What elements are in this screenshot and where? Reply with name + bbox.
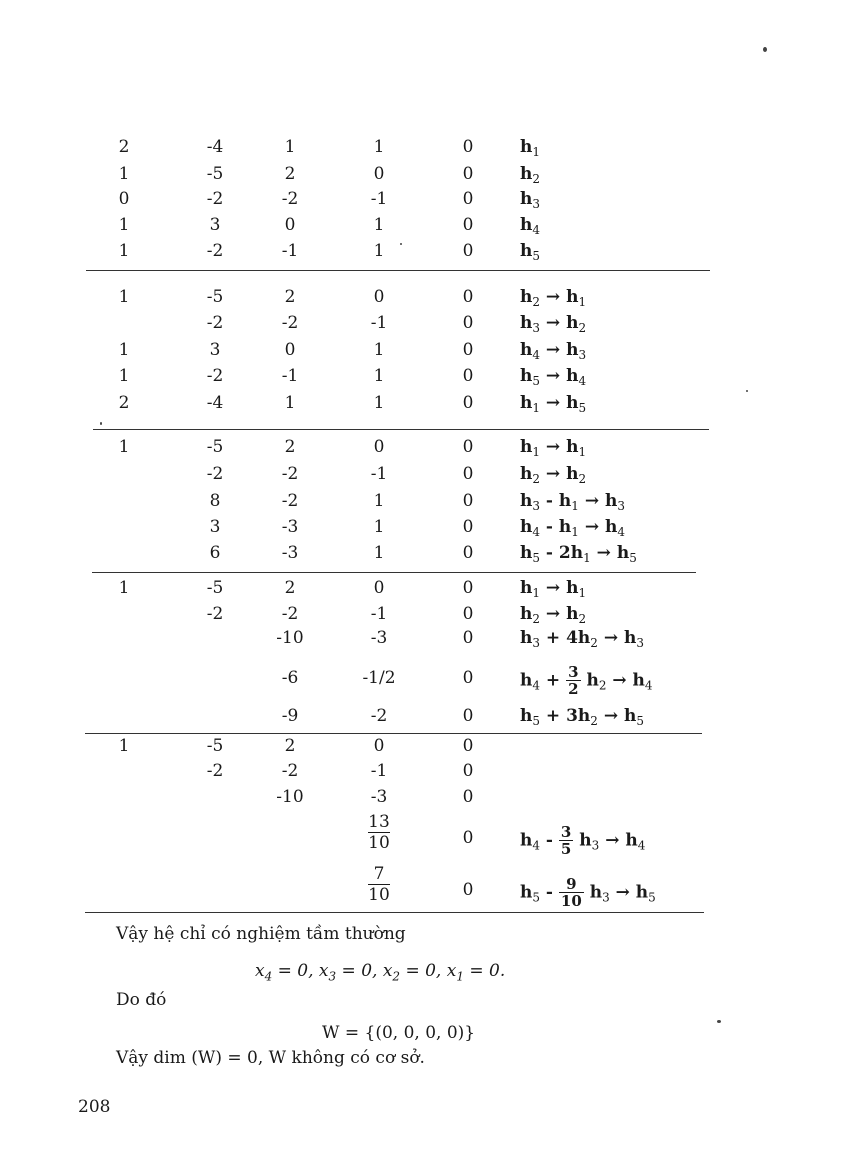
cell: -5 — [206, 736, 224, 756]
divider — [86, 270, 710, 271]
scan-speck — [746, 390, 748, 392]
cell: 0 — [462, 313, 474, 333]
cell: 2 — [284, 578, 296, 598]
cell: 0 — [462, 340, 474, 360]
cell: -2 — [281, 761, 299, 781]
matrix-row — [0, 310, 865, 336]
matrix-row — [0, 390, 865, 416]
matrix-row — [0, 758, 865, 784]
matrix-row — [0, 625, 865, 651]
cell: 8 — [209, 491, 221, 511]
row-op-label: $h_5$ - $\frac{9}{10}$ $h_3 \to h_5$ — [520, 875, 656, 910]
cell: 0 — [373, 437, 385, 457]
matrix-row — [0, 363, 865, 389]
cell: -2 — [281, 491, 299, 511]
matrix-row — [0, 337, 865, 363]
row-op-label: $h_1$ — [520, 137, 541, 159]
row-op-label: $h_5$ — [520, 241, 541, 263]
cell: 0 — [462, 464, 474, 484]
cell: -3 — [370, 787, 388, 807]
row-op-label: $h_3 - h_1 \to h_3$ — [520, 491, 626, 513]
matrix-row — [0, 784, 865, 810]
conclusion-text: Do đó — [116, 990, 167, 1010]
cell: 0 — [462, 393, 474, 413]
cell: 0 — [462, 736, 474, 756]
row-op-label: $h_5 + 3h_2 \to h_5$ — [520, 706, 645, 728]
cell: -1 — [370, 761, 388, 781]
cell: 0 — [284, 340, 296, 360]
cell: 0 — [462, 880, 474, 900]
matrix-row — [0, 575, 865, 601]
matrix-row — [0, 238, 865, 264]
cell: 1 — [118, 437, 130, 457]
cell: 0 — [462, 189, 474, 209]
matrix-row — [0, 733, 865, 759]
cell: 0 — [284, 215, 296, 235]
cell: -10 — [276, 787, 304, 807]
cell: 1 — [118, 366, 130, 386]
solution-equation: $x_4 = 0$, $x_3 = 0$, $x_2 = 0$, $x_1 = 0$. — [255, 961, 506, 984]
row-op-label: $h_1 \to h_1$ — [520, 578, 587, 600]
cell: -2 — [206, 313, 224, 333]
matrix-row — [0, 540, 865, 566]
matrix-row — [0, 864, 865, 910]
cell: 1 — [118, 736, 130, 756]
row-op-label: $h_2 \to h_2$ — [520, 464, 587, 486]
cell: 0 — [373, 736, 385, 756]
cell: 1 — [373, 137, 385, 157]
cell: 1 — [284, 137, 296, 157]
row-op-label: $h_5 \to h_4$ — [520, 366, 587, 388]
cell: 0 — [462, 164, 474, 184]
cell: -2 — [206, 366, 224, 386]
row-op-label: $h_2 \to h_1$ — [520, 287, 587, 309]
matrix-row — [0, 461, 865, 487]
cell: 1 — [373, 215, 385, 235]
cell: 1 — [118, 241, 130, 261]
cell: -2 — [206, 464, 224, 484]
row-op-label: $h_4$ + $\frac{3}{2}$ $h_2 \to h_4$ — [520, 663, 653, 698]
row-op-label: $h_2 \to h_2$ — [520, 604, 587, 626]
cell: 0 — [462, 517, 474, 537]
row-op-label: $h_2$ — [520, 164, 541, 186]
cell: -5 — [206, 287, 224, 307]
cell: -10 — [276, 628, 304, 648]
cell: 2 — [284, 164, 296, 184]
cell: 2 — [284, 736, 296, 756]
cell: -4 — [206, 393, 224, 413]
cell: 0 — [462, 287, 474, 307]
row-op-label: $h_1 \to h_5$ — [520, 393, 587, 415]
cell: 1 — [118, 287, 130, 307]
cell: -9 — [281, 706, 299, 726]
cell: -1 — [370, 604, 388, 624]
cell: -2 — [370, 706, 388, 726]
cell: 0 — [462, 787, 474, 807]
cell: -2 — [206, 189, 224, 209]
cell: 1 — [284, 393, 296, 413]
cell: -1 — [370, 464, 388, 484]
cell: 0 — [373, 578, 385, 598]
matrix-row — [0, 663, 865, 698]
divider — [92, 572, 696, 573]
scan-speck — [400, 243, 402, 245]
cell: 0 — [462, 706, 474, 726]
cell: 6 — [209, 543, 221, 563]
matrix-row — [0, 601, 865, 627]
row-op-label: $h_3 + 4h_2 \to h_3$ — [520, 628, 645, 650]
matrix-row — [0, 434, 865, 460]
cell: 1 — [373, 340, 385, 360]
cell: 0 — [373, 164, 385, 184]
cell: -2 — [281, 313, 299, 333]
cell: $\frac{13}{10}$ — [368, 812, 390, 853]
matrix-row — [0, 703, 865, 729]
cell: 2 — [118, 393, 130, 413]
cell: 1 — [118, 340, 130, 360]
cell: 2 — [284, 437, 296, 457]
cell: 0 — [462, 241, 474, 261]
cell: -1 — [370, 313, 388, 333]
conclusion-text: Vậy dim (W) = 0, W không có cơ sở. — [116, 1048, 425, 1068]
cell: -3 — [281, 517, 299, 537]
cell: -1 — [281, 241, 299, 261]
cell: 1 — [118, 215, 130, 235]
row-op-label: $h_1 \to h_1$ — [520, 437, 587, 459]
scan-speck — [100, 422, 102, 425]
cell: 3 — [209, 340, 221, 360]
divider — [93, 429, 709, 430]
cell: 0 — [462, 828, 474, 848]
matrix-row — [0, 284, 865, 310]
cell: -3 — [370, 628, 388, 648]
cell: 1 — [373, 543, 385, 563]
cell: 0 — [462, 578, 474, 598]
cell: -2 — [206, 241, 224, 261]
cell: -5 — [206, 578, 224, 598]
cell: -6 — [281, 668, 299, 688]
cell: 0 — [462, 437, 474, 457]
cell: -4 — [206, 137, 224, 157]
cell: 2 — [118, 137, 130, 157]
matrix-row — [0, 514, 865, 540]
cell: 0 — [462, 628, 474, 648]
matrix-row — [0, 161, 865, 187]
row-op-label: $h_4$ — [520, 215, 541, 237]
cell: 1 — [373, 366, 385, 386]
cell: -1 — [370, 189, 388, 209]
cell: 3 — [209, 517, 221, 537]
cell: 0 — [462, 604, 474, 624]
row-op-label: $h_4$ - $\frac{3}{5}$ $h_3 \to h_4$ — [520, 823, 646, 858]
matrix-row — [0, 186, 865, 212]
cell: 1 — [373, 517, 385, 537]
cell: -5 — [206, 164, 224, 184]
cell: $\frac{7}{10}$ — [368, 864, 390, 905]
cell: 0 — [462, 215, 474, 235]
cell: 0 — [462, 491, 474, 511]
cell: 2 — [284, 287, 296, 307]
row-op-label: $h_4 \to h_3$ — [520, 340, 587, 362]
cell: 0 — [462, 761, 474, 781]
cell: -1 — [281, 366, 299, 386]
row-op-label: $h_3 \to h_2$ — [520, 313, 587, 335]
cell: 0 — [462, 366, 474, 386]
cell: 3 — [209, 215, 221, 235]
row-op-label: $h_3$ — [520, 189, 541, 211]
matrix-row — [0, 812, 865, 858]
cell: -2 — [281, 604, 299, 624]
page-number: 208 — [78, 1097, 111, 1117]
cell: 1 — [373, 241, 385, 261]
cell: -2 — [281, 464, 299, 484]
divider — [85, 912, 704, 913]
matrix-row — [0, 488, 865, 514]
cell: -3 — [281, 543, 299, 563]
conclusion-text: Vậy hệ chỉ có nghiệm tầm thường — [116, 924, 406, 944]
row-op-label: $h_4 - h_1 \to h_4$ — [520, 517, 626, 539]
cell: -1/2 — [362, 668, 396, 688]
cell: 0 — [462, 543, 474, 563]
cell: -2 — [281, 189, 299, 209]
cell: -2 — [206, 761, 224, 781]
cell: -2 — [206, 604, 224, 624]
scan-speck — [717, 1020, 721, 1023]
matrix-row — [0, 212, 865, 238]
matrix-row — [0, 134, 865, 160]
cell: 0 — [118, 189, 130, 209]
cell: 1 — [373, 393, 385, 413]
cell: 0 — [462, 668, 474, 688]
cell: 1 — [118, 578, 130, 598]
set-definition: W = {(0, 0, 0, 0)} — [322, 1023, 476, 1043]
scan-speck — [763, 47, 767, 52]
cell: 0 — [373, 287, 385, 307]
cell: -5 — [206, 437, 224, 457]
cell: 1 — [118, 164, 130, 184]
cell: 0 — [462, 137, 474, 157]
row-op-label: $h_5 - 2h_1 \to h_5$ — [520, 543, 637, 565]
cell: 1 — [373, 491, 385, 511]
